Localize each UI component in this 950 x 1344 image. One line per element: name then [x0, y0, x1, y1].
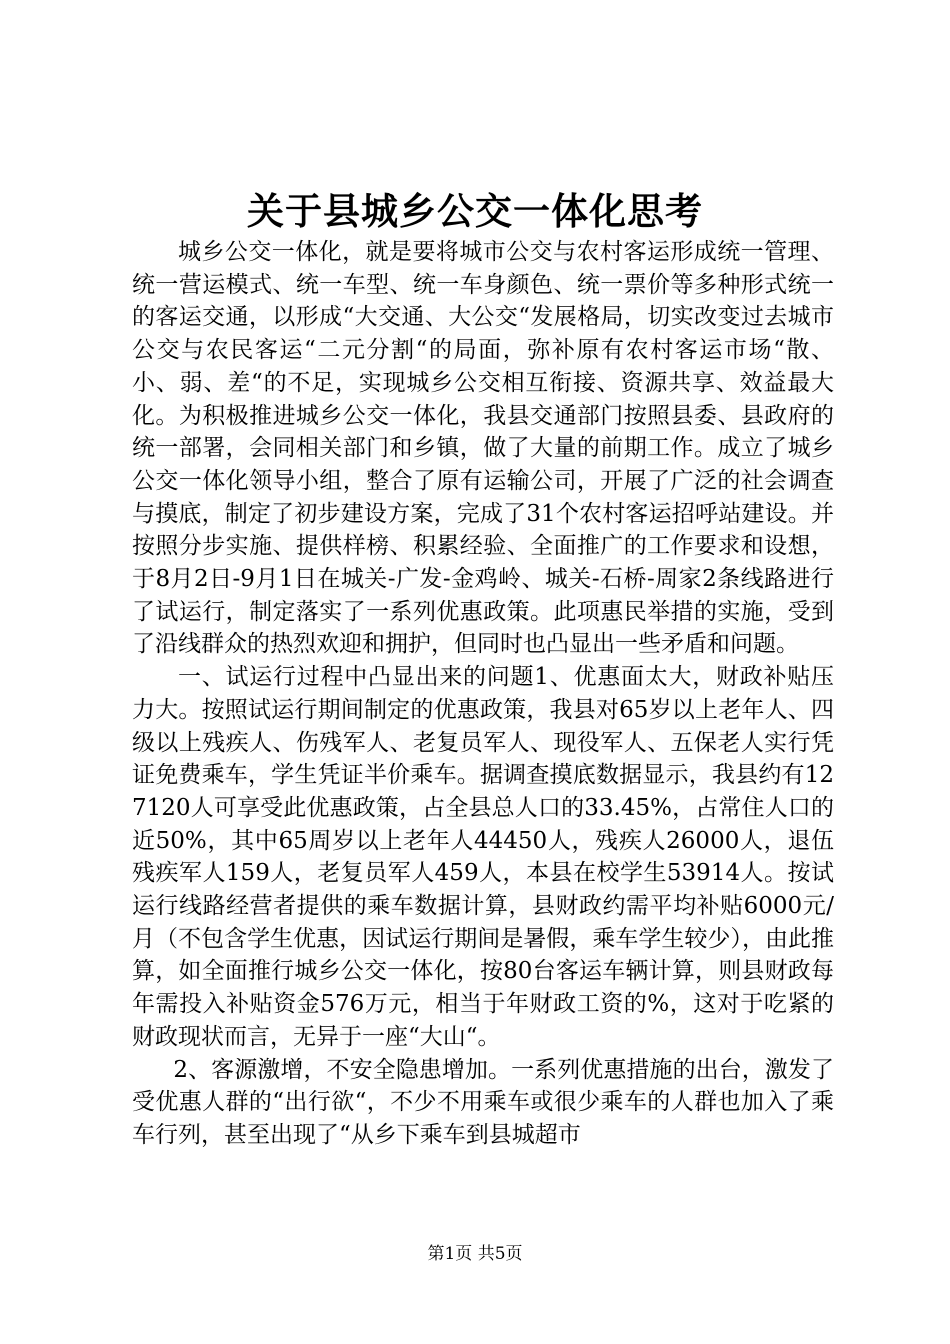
- document-body: [132, 236, 834, 1152]
- paragraph-problem-1: 一、试运行过程中凸显出来的问题1、优惠面太大，财政补贴压力大。按照试运行期间制定的优惠政策，我县对65岁以上老年人、四级以上残疾人、伤残军人、老复员军人、现役军人、五保老人实行凭证免费乘车，学生凭证半价乘车。据调查摸底数据显示，我县约有127120人可享受此优惠政策，占全县总人口的33.45%，占常住人口的近50%，其中65周岁以上老年人44450人，残疾人26000人，退伍残疾军人159人，老复员军人459人，本县在校学生53914人。按试运行线路经营者提供的乘车数据计算，县财政约需平均补贴6000元/月（不包含学生优惠，因试运行期间是暑假，乘车学生较少），由此推算，如全面推行城乡公交一体化，按80台客运车辆计算，则县财政每年需投入补贴资金576万元，相当于年财政工资的%，这对于吃紧的财政现状而言，无异于一座“大山“。: [132, 664, 834, 1050]
- page-footer: [0, 1242, 950, 1266]
- document-title: 关于县城乡公交一体化思考: [247, 189, 703, 233]
- page-number: 第1页: [427, 1244, 473, 1264]
- paragraph-problem-2: 2、客源激增，不安全隐患增加。一系列优惠措施的出台，激发了受优惠人群的“出行欲“，不少不用乘车或很少乘车的人群也加入了乘车行列，甚至出现了“从乡下乘车到县城超市: [132, 1056, 834, 1148]
- page-total: 共5页: [477, 1244, 523, 1264]
- paragraph-intro: 城乡公交一体化，就是要将城市公交与农村客运形成统一管理、统一营运模式、统一车型、统一车身颜色、统一票价等多种形式统一的客运交通，以形成“大交通、大公交“发展格局，切实改变过去城市公交与农民客运“二元分割“的局面，弥补原有农村客运市场“散、小、弱、差“的不足，实现城乡公交相互衔接、资源共享、效益最大化。为积极推进城乡公交一体化，我县交通部门按照县委、县政府的统一部署，会同相关部门和乡镇，做了大量的前期工作。成立了城乡公交一体化领导小组，整合了原有运输公司，开展了广泛的社会调查与摸底，制定了初步建设方案，完成了31个农村客运招呼站建设。并按照分步实施、提供样榜、积累经验、全面推广的工作要求和设想，于8月2日-9月1日在城关-广发-金鸡岭、城关-石桥-周家2条线路进行了试运行，制定落实了一系列优惠政策。此项惠民举措的实施，受到了沿线群众的热烈欢迎和拥护，但同时也凸显出一些矛盾和问题。: [132, 239, 834, 658]
